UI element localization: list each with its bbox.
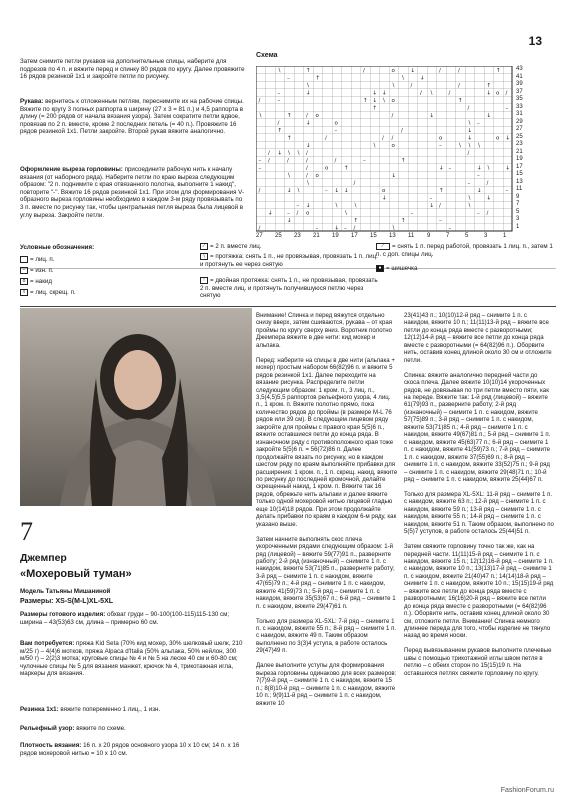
chart-col-number: 7 — [446, 233, 450, 239]
chart-row-number: 27 — [516, 126, 523, 132]
chart-stitch-symbol: ∕ — [268, 158, 270, 164]
chart-stitch-symbol: – — [287, 210, 290, 217]
chart-stitch-symbol: ↓ — [410, 68, 416, 74]
footer-watermark: FashionForum.ru — [500, 787, 554, 794]
chart-row-number: 3 — [516, 216, 520, 222]
chart-stitch-symbol: ↓ — [505, 135, 511, 142]
chart-stitch-symbol: ↓ — [268, 210, 273, 217]
chart-row-number: 21 — [516, 148, 523, 155]
ssk-symbol-icon: ∖ — [200, 253, 208, 260]
chart-stitch-symbol: ∖ — [287, 173, 291, 179]
chart-stitch-symbol: ∖ — [306, 83, 310, 89]
chart-stitch-symbol: ↓ — [306, 90, 311, 97]
chart-stitch-symbol: ∖ — [467, 143, 472, 149]
chart-stitch-symbol: – — [439, 143, 442, 149]
materials-section: Вам потребуется: пряжа Kid Seta (70% кид мохер, 30% шелковый шелк, 210 м/25 г) – 4(4)6 мотков, пряжа Alpaca d'Italia (50% альпака, 50% нейлон, 300 м/50 г) – 2(2)3 мотка; круговые спицы № 4 и № 5 на леске 40 см и 60-80 см; чулочные спицы № 5 для вязания манжет, крючок № 4, трикотажная игла, маркеры для вязания. — [20, 640, 243, 678]
chart-stitch-symbol: ↓ — [306, 120, 311, 127]
chart-stitch-symbol: ↑ — [353, 218, 359, 224]
chart-col-number: 5 — [465, 233, 469, 239]
k2tog-symbol-icon: ∕ — [200, 243, 208, 250]
neck-label: Оформление выреза горловины: — [20, 166, 123, 173]
chart-stitch-symbol: ↓ — [439, 165, 444, 172]
chart-stitch-symbol: ↓ — [429, 113, 435, 119]
chart-stitch-symbol: – — [467, 180, 471, 187]
woman-in-sweater-photo — [20, 308, 252, 506]
chart-stitch-symbol: ↑ — [486, 83, 492, 89]
chart-stitch-symbol: ↓ — [277, 150, 283, 157]
chart-stitch-symbol: ∖ — [334, 203, 339, 209]
chart-stitch-symbol: ↓ — [477, 188, 482, 194]
chart-row-number: 31 — [516, 111, 523, 117]
chart-stitch-symbol: ∕ — [391, 113, 394, 119]
legend-ssk: ∖ = протяжка: снять 1 п., не провязывая, провязать 1 п. лиц. и протянуть ее через снятую — [200, 253, 378, 268]
chart-stitch-symbol: ↓ — [467, 128, 473, 134]
chart-stitch-symbol: ∕ — [306, 150, 308, 157]
chart-col-number: 21 — [313, 233, 320, 239]
chart-stitch-symbol: ∖ — [277, 68, 282, 74]
chart-row-number: 37 — [516, 88, 523, 95]
chart-stitch-symbol: ↓ — [391, 173, 397, 179]
chart-stitch-symbol: ↑ — [315, 75, 321, 82]
chart-stitch-symbol: ↑ — [344, 165, 349, 172]
knitting-chart — [256, 66, 546, 246]
chart-stitch-symbol: ↑ — [372, 105, 378, 112]
chart-stitch-symbol: ↑ — [287, 135, 292, 142]
legend-twisted: ℓ = лиц. скрещ. п. — [20, 289, 76, 297]
chart-stitch-symbol: ∖ — [429, 90, 434, 97]
legend-knit: = лиц. п. — [20, 256, 54, 264]
chart-col-number: 11 — [408, 233, 415, 239]
chart-stitch-symbol: ∕ — [353, 180, 356, 187]
chart-stitch-symbol: ∕ — [277, 120, 280, 127]
legend-purl: – = изн. п. — [20, 267, 54, 275]
chart-stitch-symbol: – — [325, 188, 328, 194]
chart-stitch-symbol: ∕ — [458, 68, 460, 74]
neck-text: присоедините рабочую нить к началу вязания (от наборного ряда). Наберите петли по краю выреза следующим образом: "2 п. поднимите с края отвязанного полотна, выполните 1 накид", повторите "-". Вяжите 16 рядов резинкой 1х1. При этом для формирования V-образного выреза горловины необходимо в каждом 3-м ряду провязывать по 3 п. вместе по рисунку так, чтобы центральная петля выреза была лицевой в углу выреза. Закройте петли. — [20, 166, 245, 219]
chart-row-number: 11 — [516, 186, 523, 192]
chart-stitch-symbol: ∕ — [306, 165, 308, 172]
chart-stitch-symbol: – — [258, 158, 262, 164]
chart-stitch-symbol: ∖ — [467, 195, 472, 202]
chart-stitch-symbol: ↓ — [486, 90, 492, 97]
chart-stitch-symbol: ↓ — [306, 143, 311, 149]
yarnover-symbol-icon: o — [20, 278, 28, 285]
chart-stitch-symbol: ∖ — [391, 83, 396, 89]
model-number: 7 — [20, 517, 33, 546]
chart-stitch-symbol: ∖ — [467, 120, 472, 127]
chart-stitch-symbol: – — [315, 225, 319, 232]
chart-stitch-symbol: ∖ — [296, 150, 301, 157]
chart-row-number: 9 — [516, 193, 520, 200]
chart-stitch-symbol: ∖ — [391, 225, 396, 232]
chart-col-number: 9 — [427, 233, 431, 239]
chart-stitch-symbol: ↑ — [458, 98, 463, 104]
chart-stitch-symbol: ∕ — [448, 90, 451, 97]
chart-stitch-symbol: ↓ — [477, 165, 482, 172]
chart-stitch-symbol: ↓ — [486, 195, 492, 202]
chart-stitch-symbol: ∖ — [486, 165, 491, 172]
chart-row-number: 29 — [516, 118, 523, 125]
chart-stitch-symbol: ∕ — [458, 83, 460, 89]
cable-symbol-icon: ⟋ — [376, 243, 390, 250]
legend-bobble: ● = шишечка — [376, 265, 556, 273]
chart-stitch-symbol: – — [344, 225, 347, 232]
neck-section — [20, 166, 246, 219]
chart-stitch-symbol: ↓ — [306, 203, 311, 209]
chart-stitch-symbol: – — [410, 210, 414, 217]
chart-stitch-symbol: ↑ — [401, 158, 406, 164]
chart-stitch-symbol: ∕ — [486, 180, 489, 187]
chart-stitch-symbol: ∕ — [306, 113, 308, 119]
chart-stitch-symbol: ↑ — [439, 188, 444, 194]
chart-row-number: 35 — [516, 96, 523, 102]
chart-stitch-symbol: o — [325, 165, 329, 172]
chart-stitch-symbol: – — [429, 195, 433, 202]
chart-stitch-symbol: o — [391, 68, 395, 74]
chart-stitch-symbol: ∖ — [458, 143, 462, 149]
chart-stitch-symbol: – — [477, 173, 480, 179]
chart-stitch-symbol: ∖ — [467, 203, 472, 209]
chart-stitch-symbol: ↓ — [344, 188, 349, 194]
chart-col-numbers — [256, 233, 512, 242]
chart-row-number: 1 — [516, 223, 520, 230]
chart-stitch-symbol: ∕ — [505, 90, 508, 97]
chart-row-number: 43 — [516, 66, 523, 72]
chart-stitch-symbol: ∕ — [296, 210, 299, 217]
chart-col-number: 3 — [484, 233, 488, 239]
legend-title: Условные обозначения: — [20, 244, 95, 251]
chart-stitch-symbol: ↓ — [467, 135, 473, 142]
chart-stitch-symbol: ↑ — [287, 113, 292, 119]
chart-row-number: 23 — [516, 141, 523, 147]
chart-stitch-symbol: o — [496, 135, 500, 142]
chart-col-number: 27 — [256, 233, 263, 239]
chart-stitch-symbol: ∖ — [287, 150, 291, 157]
chart-col-number: 25 — [275, 233, 282, 239]
chart-stitch-symbol: – — [277, 90, 281, 97]
chart-stitch-symbol: ↓ — [372, 98, 378, 104]
chart-stitch-symbol: ↓ — [382, 195, 387, 202]
chart-col-number: 19 — [332, 233, 339, 239]
chart-stitch-symbol: – — [448, 225, 452, 232]
gauge-section: Плотность вязания: 16 п. х 20 рядов основного узора 10 х 10 см; 14 п. х 16 рядов мохеровой нитью = 10 х 10 см. — [20, 742, 240, 757]
chart-row-number: 5 — [516, 208, 520, 215]
designer: Модель Татьяны Мишаниной — [20, 588, 111, 595]
chart-stitch-symbol: ∕ — [363, 68, 365, 74]
chart-stitch-symbol: ↑ — [363, 98, 368, 104]
chart-stitch-symbol: o — [315, 113, 319, 119]
chart-stitch-symbol: ∕ — [334, 158, 337, 164]
bobble-symbol-icon: ● — [376, 265, 384, 272]
chart-row-number: 41 — [516, 73, 523, 80]
chart-stitch-symbol: ∕ — [420, 90, 422, 97]
purl-symbol-icon: – — [20, 267, 28, 274]
chart-stitch-symbol: ∖ — [344, 210, 348, 217]
model-photo — [20, 308, 252, 506]
chart-stitch-symbol: ∕ — [306, 173, 308, 179]
chart-stitch-symbol: – — [334, 128, 338, 134]
rib-section: Резинка 1х1: вяжите попеременно 1 лиц., 1 изн. — [20, 706, 161, 713]
chart-stitch-symbol: ∕ — [439, 68, 441, 74]
sizes-line: Размеры: XS-S(M-L)XL-5XL — [20, 598, 114, 605]
chart-stitch-symbol: – — [296, 203, 300, 209]
chart-stitch-symbol: – — [277, 98, 281, 104]
chart-stitch-symbol: ∖ — [306, 180, 310, 187]
chart-stitch-symbol: ∕ — [467, 105, 470, 112]
chart-stitch-symbol: o — [382, 188, 386, 194]
twisted-knit-symbol-icon: ℓ — [20, 289, 28, 296]
chart-row-number: 15 — [516, 171, 523, 177]
chart-stitch-symbol: ∖ — [296, 188, 301, 194]
chart-stitch-symbol: ↓ — [486, 113, 492, 119]
chart-stitch-symbol: ↓ — [287, 188, 292, 194]
legend-k2tog: ∕ = 2 п. вместе лиц. — [200, 243, 380, 251]
chart-row-number: 33 — [516, 103, 523, 110]
chart-row-number: 17 — [516, 163, 523, 170]
legend-yo: o = накид — [20, 278, 52, 286]
chart-stitch-symbol: o — [439, 135, 443, 142]
chart-stitch-symbol: ∕ — [410, 83, 413, 89]
chart-stitch-symbol: – — [439, 218, 442, 224]
chart-stitch-symbol: ↑ — [401, 218, 406, 224]
chart-stitch-symbol: ∖ — [382, 98, 386, 104]
chart-stitch-symbol: ↓ — [334, 188, 340, 194]
chart-stitch-symbol: ∕ — [391, 135, 394, 142]
chart-col-number: 17 — [351, 233, 358, 239]
chart-stitch-symbol: – — [477, 210, 480, 217]
chart-stitch-symbol: ↓ — [382, 90, 387, 97]
chart-stitch-symbol: – — [287, 75, 290, 82]
relief-section: Рельефный узор: вяжите по схеме. — [20, 725, 126, 732]
chart-stitch-symbol: ↓ — [420, 75, 425, 82]
knit-symbol-icon — [20, 256, 28, 263]
chart-stitch-symbol: o — [391, 98, 395, 104]
legend-cable: ⟋ = снять 1 п. перед работой, провязать 1 лиц. п., затем 1 п. с доп. спицы лиц. — [376, 243, 553, 258]
chart-stitch-symbol: ∕ — [467, 150, 470, 157]
sleeves-label: Рукава: — [20, 98, 44, 105]
chart-stitch-symbol: o — [496, 90, 500, 97]
chart-stitch-symbol: – — [477, 120, 480, 127]
chart-stitch-symbol: ∕ — [287, 158, 289, 164]
chart-row-number: 39 — [516, 81, 523, 87]
chart-col-number: 15 — [370, 233, 377, 239]
chart-stitch-symbol: – — [448, 165, 452, 172]
chart-row-numbers — [514, 66, 544, 236]
chart-stitch-symbol: ∖ — [401, 75, 405, 82]
model-title-1: Джемпер — [20, 552, 67, 564]
back-instructions: 23(41)43 п.; 10(10)12-й ряд – снимите 1 п. с накидом, вяжите 10 п.; 11(11)13-й ряд – вяжите все петли до конца ряда вместе с разворотными; 12(12)14-й ряд – вяжите все петли до конца ряда вместе с разворотными (= 64(82)96 п.). Оборвите нить, оставив конец длиной около 30 см и отложите петли. Спинка: вяжите аналогично передней части до скоса плеча. Далее вяжите 10(10)14 укороченных рядов, не довязывая по три петли вместо пяти, как на переде. Вяжите так: 1-й ряд (лицевой) – вяжите 61(79)93 п., разверните работу; 2-й ряд (изнаночный) – снимите 1 п. с накидом, вяжите 57(75)89 п.; 3-й ряд – снимите 1 п. с накидом, вяжите 53(71)85 п.; 4-й ряд – снимите 1 п. с накидом, вяжите 49(67)81 п.; 5-й ряд – снимите 1 п. с накидом, вяжите 45(63)77 п.; 6-й ряд – снимите 1 п. с накидом, вяжите 41(59)73 п.; 7-й ряд – снимите 1 п. с накидом, вяжите 37(55)69 п.; 8-й ряд – снимите 1 п. с накидом, вяжите 33(52)75 п.; 9-й ряд – снимите 1 п. с накидом, вяжите 29(48)71 п.; 10-й ряд – снимите 1 п. с накидом, вяжите 25(44)67 п. Только для размера XL-5XL: 11-й ряд – снимите 1 п. с накидом, вяжите 63 п.; 12-й ряд – снимите 1 п. с накидом, вяжите 59 п.; 13-й ряд – снимите 1 п. с накидом, вяжите 55 п.; 14-й ряд – снимите 1 п. с накидом, вяжите 51 п. Таким образом, выполнено по 5(5)7 уступов, в работе осталось 25(44)51 п. Затем свяжите горловину точно так же, как на передней части. 11(11)15-й ряд – снимите 1 п. с накидом, вяжите 15 п.; 12(12)16-й ряд – снимите 1 п. с накидом, вяжите 10 п.; 13(13)17-й ряд – снимите 1 п. с накидом, вяжите 21(40)47 п.; 14(14)18-й ряд – снимите 1 п. с накидом, вяжите 10 п.; 15(15)19-й ряд – вяжите все петли до конца ряда вместе с разворотными; 16(16)20-й ряд – вяжите все петли до конца ряда вместе с разворотными (= 64(82)96 п.). Оборвите нить, оставив конец длиной около 30 см, отложите петли. Внимание! Спинка немного длиннее переда для того, чтобы изделие не тянуло назад во время носки. Перед вывязыванием рукавов выполните плечевые швы с помощью трикотажной иглы швом петля в петлю – с обеих сторон по 15(15)19 п. На оставшихся петлях свяжите горловину по кругу. — [404, 312, 554, 677]
chart-stitch-symbol: ∕ — [306, 158, 308, 164]
intro-text: Затем снимите петли рукавов на дополнительные спицы, наберите для подрезов по 4 п. и вяжите перед и спинку 80 рядов по кругу. Далее провяжите 16 рядов резинкой 1х1 и закройте петли по рисунку. — [20, 58, 245, 81]
chart-stitch-symbol: – — [258, 165, 262, 172]
chart-row-number: 25 — [516, 133, 523, 140]
chart-stitch-symbol: ∕ — [486, 210, 489, 217]
chart-col-number: 13 — [389, 233, 396, 239]
sizes-section: Размеры готового изделия: обхват груди – 90-100(100-115)115-130 см; ширина – 43(53)63 см, длина – примерно 60 см. — [20, 611, 230, 626]
model-title-2: «Мохеровый туман» — [20, 568, 132, 580]
chart-stitch-symbol: ↓ — [334, 225, 340, 232]
chart-stitch-symbol: o — [334, 120, 338, 127]
front-instructions: Внимание! Спинка и перед вяжутся отдельно снизу вверх, затем сшиваются, рукава – от края проймы по кругу сверху вниз. Воротник полотно Джемпера вяжите в две нити: кид мохер и альпака. Перед: наберите на спицы в две нити (альпака + мохер) простым набором 66(82)96 п. и вяжите 5 рядов резинкой 1х1. Далее переходите на вязание рисунка. Распределите петли следующим образом: 1 кром. п., 3 лиц. п., 3,5(4,5)5,5 раппортов рельефного узора, 4 лиц. п., 1 кром. п. Вяжите полотно прямо, пока количество рядов до проймы (в размере М-L 76 рядов или 39 см). В следующем лицевом ряду закройте для проймы с правого края 5(5)6 п., вяжите оставшиеся петли до конца ряда. В изнаночном ряду с противоположного края тоже закройте 5(5)6 п. = 56(72)86 п. Далее продолжайте вязать по рисунку, но в каждом шестом ряду по краям выполняйте прибавки для расширения: 1 кром. п., 1 п. скрещ. накид, вяжите по рисунку до последней кромочной, делайте скрещенный накид, 1 кром. п. Вяжите так 16 рядов, обрежьте нить альпаки и далее вяжите только одной мохеровой нитью лицевой гладью еще 10(14)18 рядов. При этом продолжайте делать прибавки по краям в каждом 6-м ряду, как указано выше. Затем начните выполнять скос плеча укороченными рядами следующим образом: 1-й ряд (лицевой) – вяжите 59(77)91 п., разверните работу; 2-й ряд (изнаночный) – снимите 1 п. с накидом, вяжите 53(71)85 п., разверните работу; 3-й ряд – снимите 1 п. с накидом, вяжите 47(65)79 п.; 4-й ряд – снимите 1 п. с накидом, вяжите 41(59)73 п.; 5-й ряд – снимите 1 п. с накидом, вяжите 35(53)67 п.; 6-й ряд – снимите 1 п. с накидом, вяжите 29(47)61 п. Только для размера XL-5XL: 7-й ряд – снимите 1 п. с накидом, вяжите 55 п.; 8-й ряд – снимите 1 п. с накидом, вяжите 49 п. Таким образом выполнено по 3(3)4 уступа, в работе осталось 29(47)49 п. Далее выполните уступы для формирования выреза горловины одинаково для всех размеров: 7(7)9-й ряд – снимите 1 п. с накидом, вяжите 15 п.; 8(8)10-й ряд – снимите 1 п. с накидом, вяжите 10 п.; 9(9)11-й ряд – снимите 1 п. с накидом, вяжите 10 — [256, 312, 398, 707]
chart-stitch-symbol: ↑ — [306, 68, 311, 74]
chart-stitch-symbol: ∕ — [258, 98, 261, 104]
chart-stitch-symbol: ∕ — [258, 225, 261, 232]
chart-stitch-symbol: ∖ — [258, 113, 263, 119]
chart-stitch-symbol: ∕ — [382, 135, 384, 142]
chart-stitch-symbol: – — [363, 158, 366, 164]
chart-stitch-symbol: ∕ — [401, 128, 403, 134]
chart-stitch-symbol: ∕ — [439, 203, 441, 209]
chart-row-number: 13 — [516, 178, 523, 185]
chart-stitch-symbol: o — [306, 210, 310, 217]
chart-col-number: 1 — [503, 233, 507, 239]
chart-stitch-symbol: o — [315, 173, 319, 179]
chart-stitch-symbol: ↓ — [505, 165, 511, 172]
chart-stitch-symbol: ↓ — [429, 203, 435, 209]
chart-stitch-symbol: ↓ — [372, 90, 378, 97]
chart-stitch-symbol: ↑ — [277, 128, 283, 134]
legend-double: ↑ = двойная протяжка: снять 1 п., не провязывая, провязать 2 п. вместе лиц. и протянуть получившуюся петлю через снятую — [200, 277, 378, 300]
page-number: 13 — [528, 34, 542, 48]
chart-col-number: 23 — [294, 233, 301, 239]
double-decrease-symbol-icon: ↑ — [200, 277, 208, 284]
chart-row-number: 7 — [516, 201, 520, 207]
chart-stitch-symbol: – — [505, 105, 509, 112]
sleeves-section — [20, 98, 246, 136]
chart-stitch-symbol: o — [391, 143, 395, 149]
sleeves-text: вернитесь к отложенным петлям, переснимите их на рабочие спицы. Вяжите по кругу 3 полных раппорта в ширину (27 х 3 = 81 п.) и 4,5 раппорта в длину (= 200 рядов от начала вязания узора). Затем сократите петли вдвое, провязав по 2 п. вместе, кроме 2 последних петель (= 40 п.). Провяжите 16 рядов резинкой 1х1. Петли закройте. Второй рукав вяжите аналогично. — [20, 98, 244, 136]
schema-title: Схема — [256, 52, 278, 59]
chart-stitch-symbol: ∕ — [268, 150, 270, 157]
chart-stitch-symbol: ∖ — [477, 143, 481, 149]
chart-stitch-symbol: ∖ — [353, 203, 358, 209]
chart-stitch-symbol: ∖ — [372, 143, 377, 149]
chart-stitch-symbol: ↑ — [496, 68, 501, 74]
chart-stitch-symbol: ∕ — [258, 188, 261, 194]
chart-stitch-symbol: ∕ — [325, 135, 327, 142]
chart-stitch-symbol: – — [505, 188, 509, 194]
chart-stitch-symbol: ↓ — [287, 218, 292, 224]
chart-row-number: 19 — [516, 156, 523, 162]
chart-stitch-symbol: ∕ — [353, 225, 356, 232]
